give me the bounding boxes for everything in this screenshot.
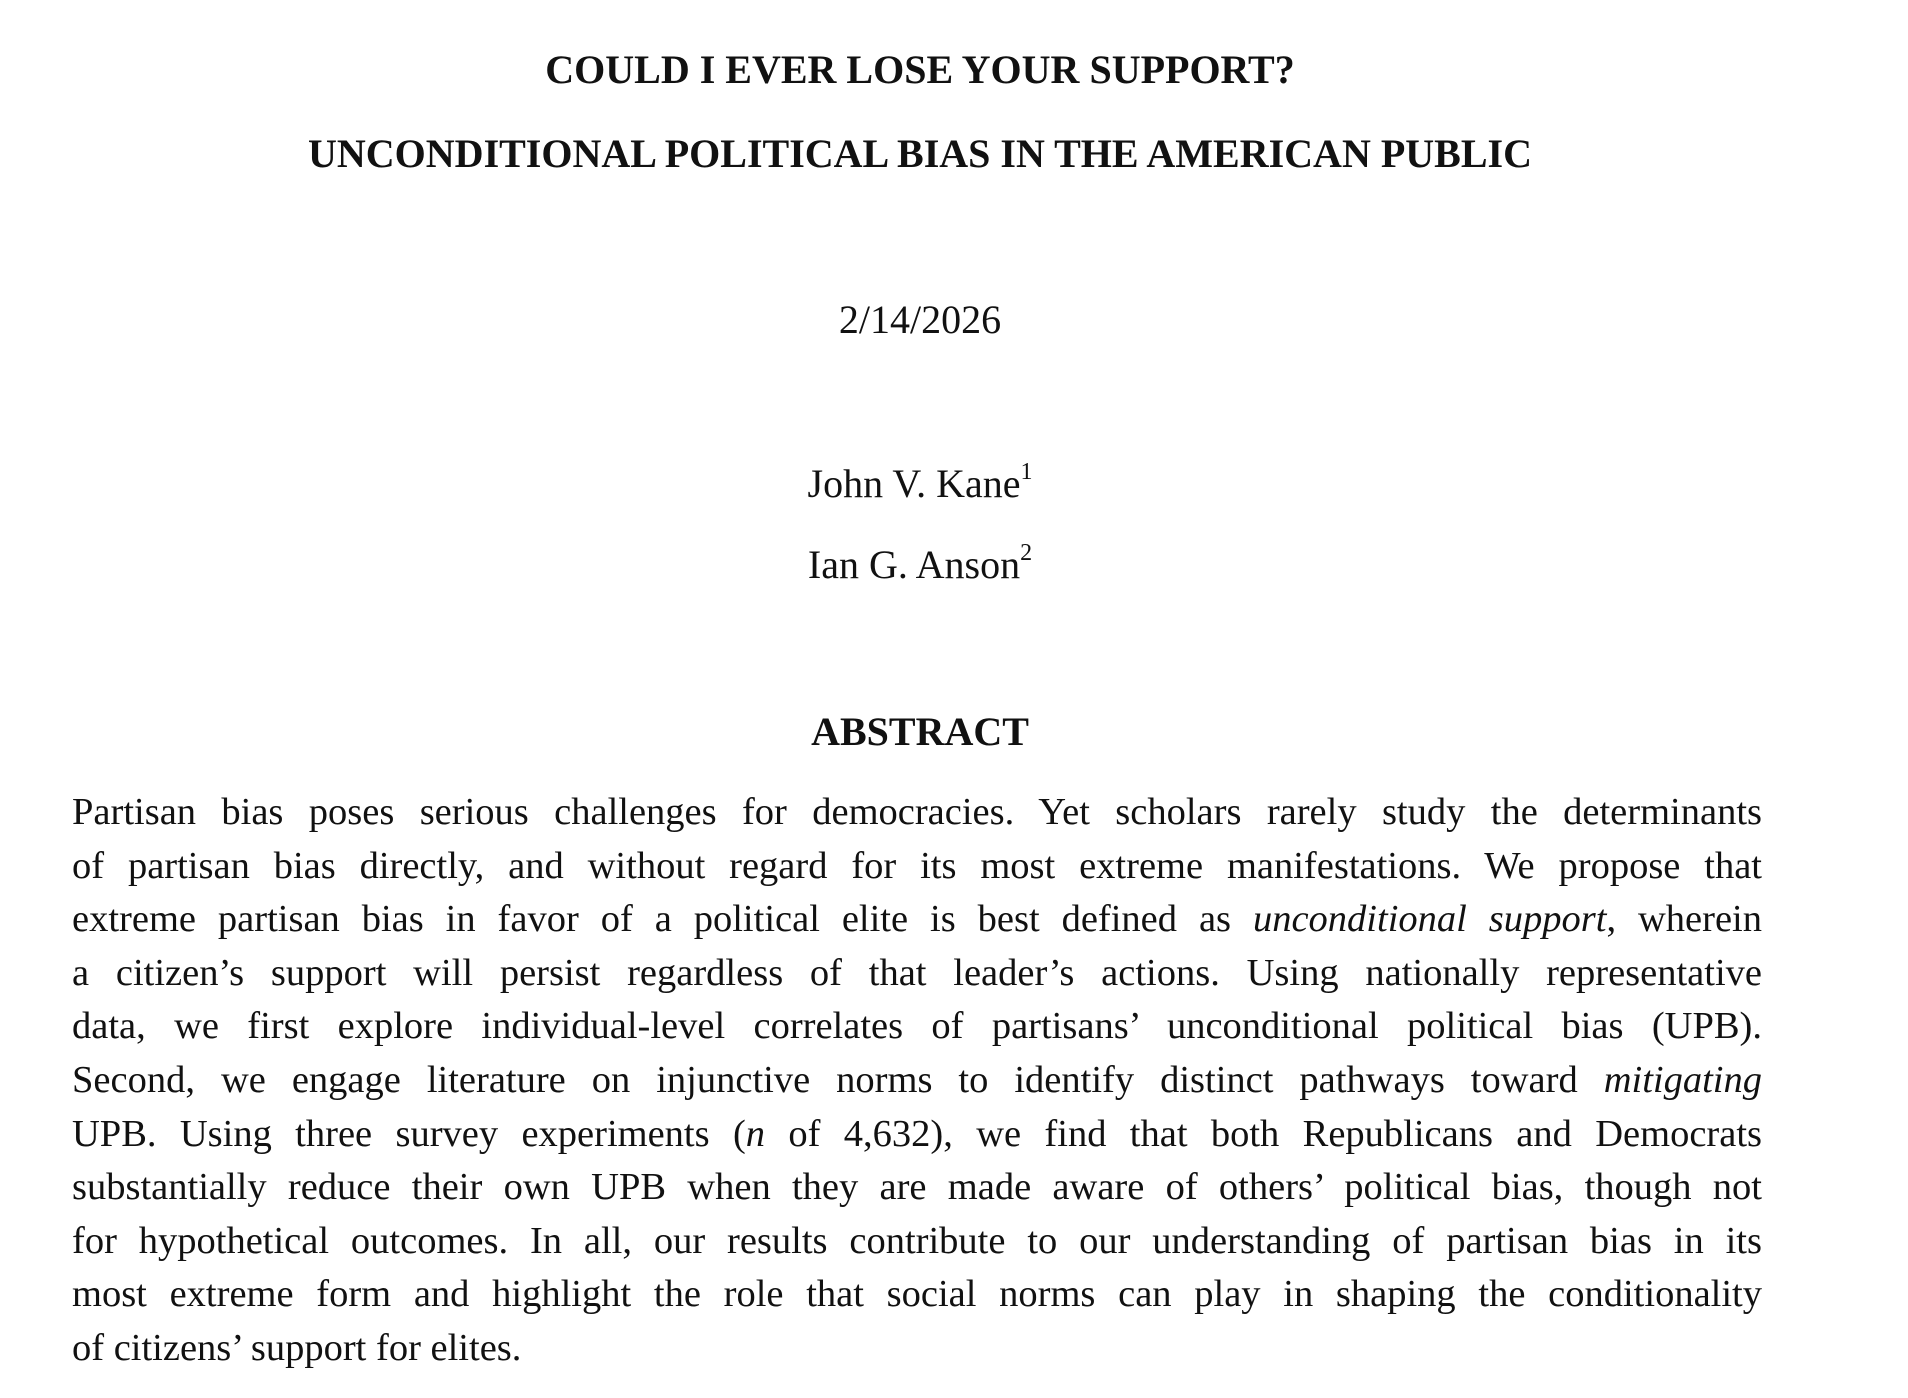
abstract-line: substantially reduce their own UPB when they are made aware of others’ political bias, though not xyxy=(72,1166,1762,1209)
abstract-line: most extreme form and highlight the role that social norms can play in shaping the conditionality xyxy=(72,1273,1762,1316)
italic-term: n xyxy=(745,1112,766,1155)
abstract-line: Partisan bias poses serious challenges for democracies. Yet scholars rarely study the determinants xyxy=(72,791,1762,833)
abstract-heading: ABSTRACT xyxy=(811,709,1029,754)
abstract-line: for hypothetical outcomes. In all, our results contribute to our understanding of partisan bias in its xyxy=(72,1219,1762,1262)
italic-term: mitigating xyxy=(1603,1058,1762,1101)
affiliation-mark: 1 xyxy=(1020,458,1033,485)
abstract-line: of partisan bias directly, and without regard for its most extreme manifestations. We propose that xyxy=(72,844,1762,887)
abstract-body xyxy=(72,786,1762,1376)
author-1 xyxy=(0,460,1840,508)
abstract-line: UPB. Using three survey experiments (n of 4,632), we find that both Republicans and Democrats xyxy=(72,1112,1762,1155)
paper-date: 2/14/2026 xyxy=(838,297,1002,342)
paper-title-line-1: COULD I EVER LOSE YOUR SUPPORT? xyxy=(545,47,1295,92)
affiliation-mark: 2 xyxy=(1020,539,1033,566)
abstract-line: extreme partisan bias in favor of a political elite is best defined as unconditional support, wherein xyxy=(72,898,1762,941)
paper-title-line-2: UNCONDITIONAL POLITICAL BIAS IN THE AMERICAN PUBLIC xyxy=(308,131,1532,176)
author-name: John V. Kane xyxy=(807,461,1021,506)
abstract-line: of citizens’ support for elites. xyxy=(72,1326,522,1369)
author-2 xyxy=(0,541,1840,589)
author-name: Ian G. Anson xyxy=(807,542,1021,587)
abstract-line: a citizen’s support will persist regardless of that leader’s actions. Using nationally representative xyxy=(72,951,1762,994)
abstract-line: data, we first explore individual-level correlates of partisans’ unconditional political bias (UPB). xyxy=(72,1005,1762,1048)
abstract-line: Second, we engage literature on injunctive norms to identify distinct pathways toward mitigating xyxy=(72,1058,1762,1101)
italic-term: unconditional support xyxy=(1252,898,1607,941)
